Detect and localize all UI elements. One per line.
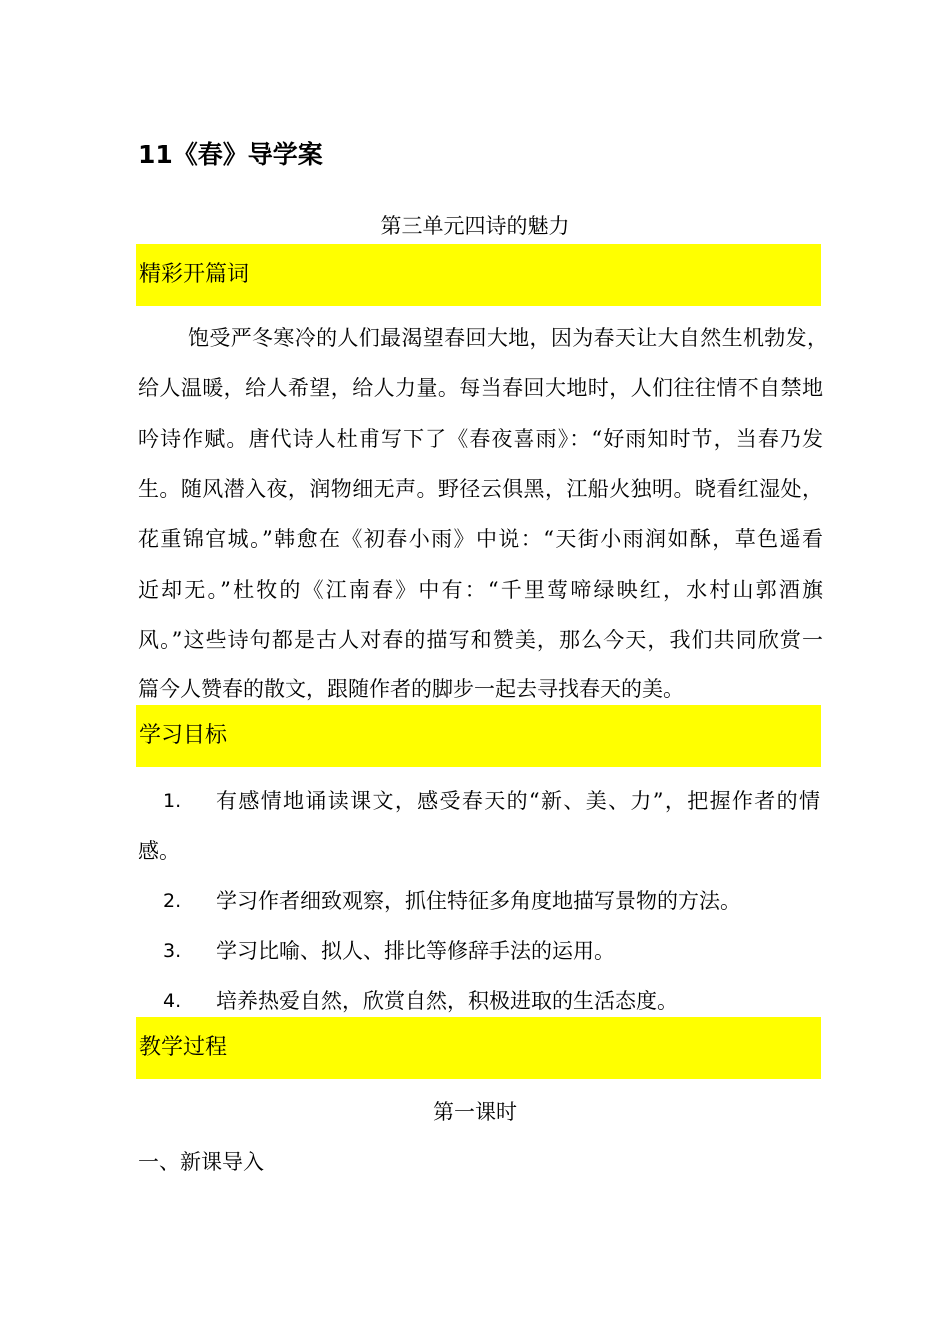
unit-subtitle: 第三单元四诗的魅力 xyxy=(380,214,570,238)
goal-number: 1. xyxy=(163,790,182,812)
goal-text: 培养热爱自然，欣赏自然，积极进取的生活态度。 xyxy=(216,989,678,1013)
section-heading-process xyxy=(136,1017,821,1079)
goal-text: 有感情地诵读课文，感受春天的“新、美、力”，把握作者的情 xyxy=(216,789,820,813)
opening-paragraph-line: 近却无。”杜牧的《江南春》中有：“千里莺啼绿映红，水村山郭酒旗 xyxy=(138,578,823,602)
document-title: 11《春》导学案 xyxy=(138,140,323,169)
goal-text-continuation: 感。 xyxy=(138,839,180,863)
goal-text: 学习比喻、拟人、排比等修辞手法的运用。 xyxy=(216,939,615,963)
opening-paragraph-line: 给人温暖，给人希望，给人力量。每当春回大地时，人们往往情不自禁地 xyxy=(138,376,823,400)
opening-paragraph-line: 吟诗作赋。唐代诗人杜甫写下了《春夜喜雨》：“好雨知时节，当春乃发 xyxy=(138,427,823,451)
section-heading-label: 教学过程 xyxy=(139,1035,228,1060)
opening-paragraph-line: 篇今人赞春的散文，跟随作者的脚步一起去寻找春天的美。 xyxy=(138,677,684,701)
opening-paragraph-line: 饱受严冬寒冷的人们最渴望春回大地，因为春天让大自然生机勃发， xyxy=(188,326,828,350)
opening-paragraph-line: 生。随风潜入夜，润物细无声。野径云俱黑，江船火独明。晓看红湿处， xyxy=(138,477,823,501)
lesson-title: 第一课时 xyxy=(433,1100,517,1124)
goal-number: 4. xyxy=(163,990,182,1012)
goal-text: 学习作者细致观察，抓住特征多角度地描写景物的方法。 xyxy=(216,889,741,913)
section-heading-label: 精彩开篇词 xyxy=(139,262,250,287)
goal-number: 3. xyxy=(163,940,182,962)
opening-paragraph-line: 风。”这些诗句都是古人对春的描写和赞美，那么今天，我们共同欣赏一 xyxy=(138,628,823,652)
section-heading-label: 学习目标 xyxy=(139,723,228,748)
section-heading-goals xyxy=(136,705,821,767)
section-heading-opening xyxy=(136,244,821,306)
step-heading: 一、新课导入 xyxy=(138,1150,264,1174)
opening-paragraph-line: 花重锦官城。”韩愈在《初春小雨》中说：“天街小雨润如酥，草色遥看 xyxy=(138,527,823,551)
goal-number: 2. xyxy=(163,890,182,912)
